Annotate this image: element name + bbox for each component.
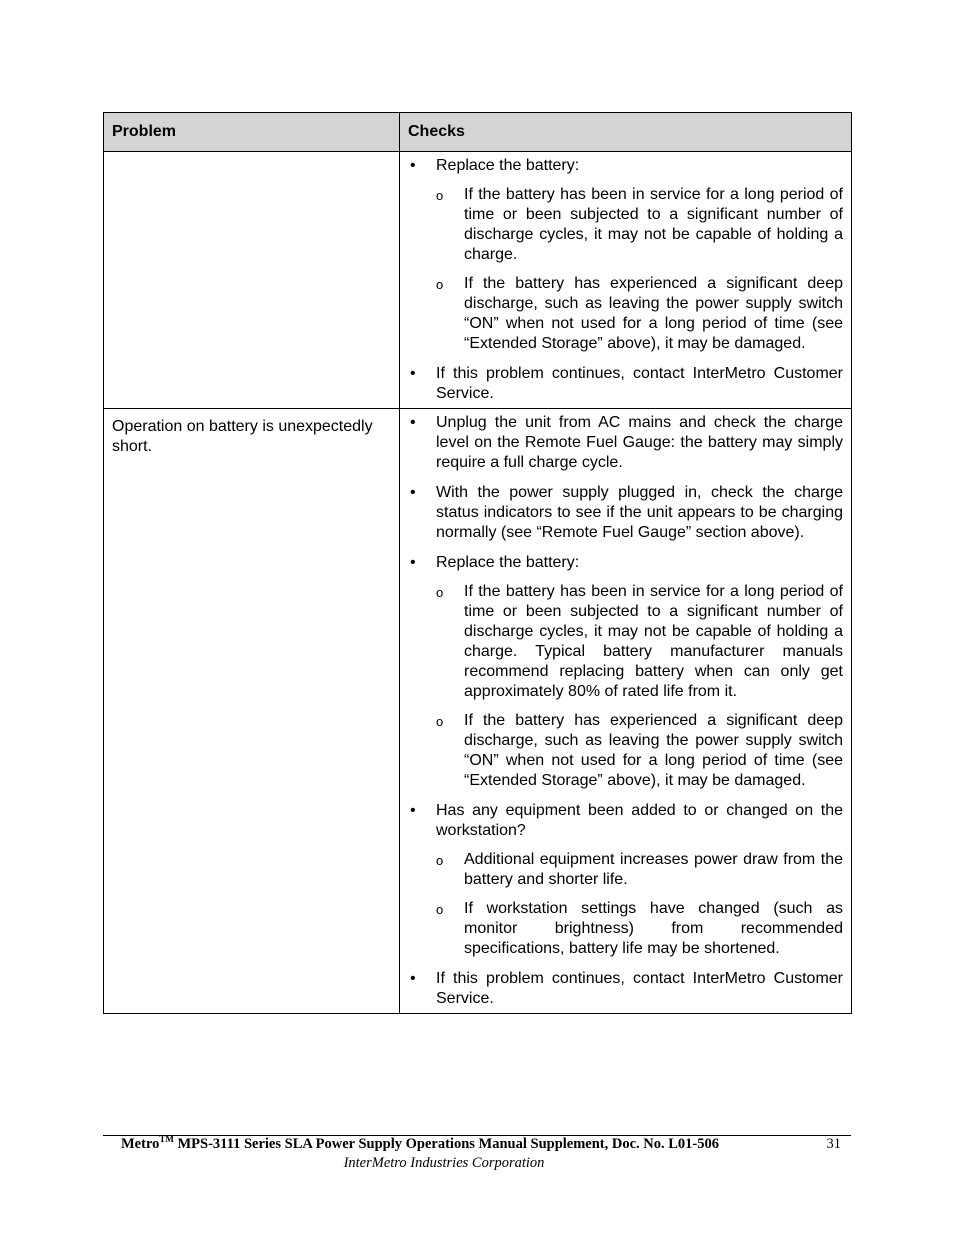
sub-check-item-text: If workstation settings have changed (such as monitor brightness) from recommended specifications, battery life may be shortened. <box>464 900 843 957</box>
check-item-text: Has any equipment been added to or changed on the workstation? <box>436 802 843 839</box>
sub-bullet-icon: o <box>436 853 444 868</box>
bullet-icon: • <box>410 157 416 174</box>
bullet-icon: • <box>410 970 416 987</box>
sub-bullet-icon: o <box>436 277 444 292</box>
sub-bullet-icon: o <box>436 714 444 729</box>
bullet-icon: • <box>410 365 416 382</box>
check-item-text: If this problem continues, contact InterMetro Customer Service. <box>436 970 843 1007</box>
sub-check-item-text: Additional equipment increases power draw from the battery and shorter life. <box>464 851 843 888</box>
check-item <box>408 413 843 473</box>
footer-trademark: TM <box>159 1134 174 1144</box>
sub-check-item <box>436 711 843 791</box>
table-header-row <box>104 113 852 152</box>
check-item <box>408 483 843 543</box>
problem-cell: Operation on battery is unexpectedly short. <box>104 409 400 1014</box>
check-item <box>408 156 843 354</box>
check-item-text: Unplug the unit from AC mains and check the charge level on the Remote Fuel Gauge: the battery may simply require a full charge cycle. <box>436 414 843 471</box>
header-checks: Checks <box>400 113 852 152</box>
sub-check-item-text: If the battery has been in service for a long period of time or been subjected to a significant number of discharge cycles, it may not be capable of holding a charge. <box>464 186 843 263</box>
sub-check-item-text: If the battery has experienced a significant deep discharge, such as leaving the power supply switch “ON” when not used for a long period of time (see “Extended Storage” above), it may be damaged. <box>464 275 843 352</box>
table-body <box>104 152 852 1014</box>
check-item <box>408 969 843 1009</box>
check-item-text: Replace the battery: <box>436 554 580 571</box>
footer-brand: Metro <box>121 1136 160 1152</box>
sub-bullet-icon: o <box>436 902 444 917</box>
table-row <box>104 152 852 409</box>
bullet-icon: • <box>410 484 416 501</box>
sub-check-item <box>436 582 843 702</box>
check-item <box>408 364 843 404</box>
bullet-icon: • <box>410 802 416 819</box>
bullet-icon: • <box>410 414 416 431</box>
sub-check-item <box>436 274 843 354</box>
sub-check-item-text: If the battery has been in service for a long period of time or been subjected to a significant number of discharge cycles, it may not be capable of holding a charge. Typical battery manufacturer manuals recommend replacing battery when can only get approximately 80% of rated life from it. <box>464 583 843 700</box>
checks-cell <box>400 152 852 409</box>
check-item-text: With the power supply plugged in, check the charge status indicators to see if the unit appears to be charging normally (see “Remote Fuel Gauge” section above). <box>436 484 843 541</box>
bullet-icon: • <box>410 554 416 571</box>
sub-bullet-icon: o <box>436 188 444 203</box>
footer-doc-title: MPS-3111 Series SLA Power Supply Operations Manual Supplement, Doc. No. L01-506 <box>173 1136 720 1152</box>
sub-check-item <box>436 185 843 265</box>
problem-cell <box>104 152 400 409</box>
header-problem: Problem <box>104 113 400 152</box>
troubleshooting-table <box>103 112 852 1014</box>
check-item-text: Replace the battery: <box>436 157 580 174</box>
sub-check-item <box>436 850 843 890</box>
table-row <box>104 409 852 1014</box>
check-item <box>408 553 843 791</box>
check-item-text: If this problem continues, contact InterMetro Customer Service. <box>436 365 843 402</box>
footer-title <box>121 1136 719 1153</box>
sub-check-item-text: If the battery has experienced a significant deep discharge, such as leaving the power supply switch “ON” when not used for a long period of time (see “Extended Storage” above), it may be damaged. <box>464 712 843 789</box>
check-item <box>408 801 843 959</box>
sub-bullet-icon: o <box>436 585 444 600</box>
page-number: 31 <box>826 1136 841 1152</box>
sub-check-item <box>436 899 843 959</box>
footer-company: InterMetro Industries Corporation <box>343 1155 545 1171</box>
checks-cell <box>400 409 852 1014</box>
